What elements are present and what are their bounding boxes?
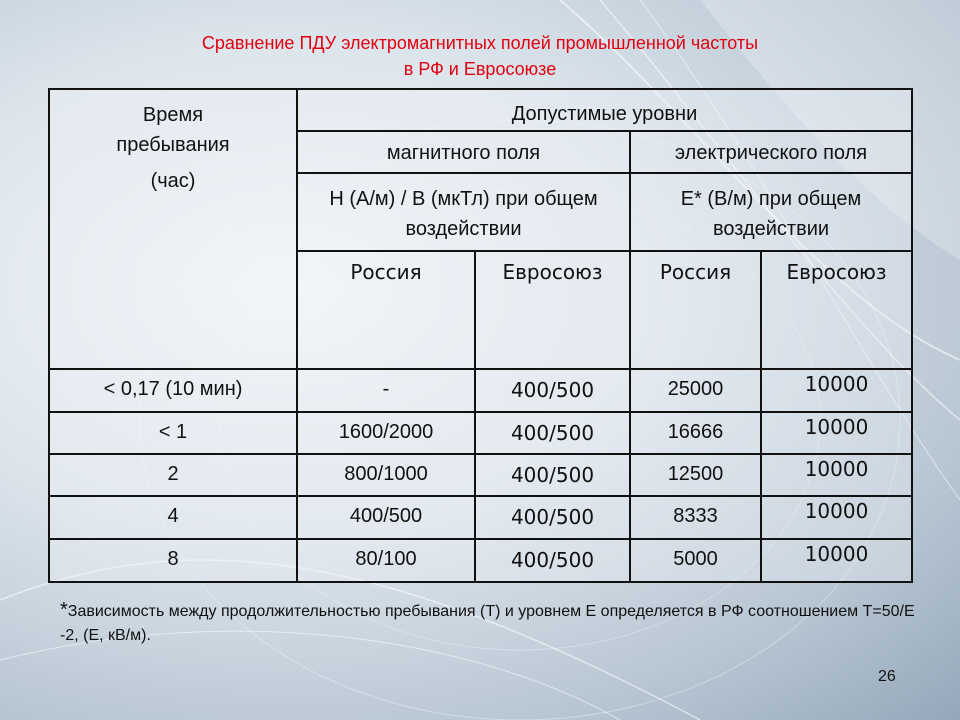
row-magnetic-eu: 400/500 <box>475 412 630 454</box>
footnote <box>60 598 930 648</box>
row-magnetic-russia: - <box>297 369 475 412</box>
electric-field-header: электрического поля <box>630 131 912 173</box>
footnote-text: Зависимость между продолжительностью пребывания (Т) и уровнем Е определяется в РФ соотношением Т=50/Е -2, (Е, кВ/м). <box>60 603 915 644</box>
row-electric-russia: 16666 <box>630 412 761 454</box>
time-header-cell <box>49 89 297 369</box>
footnote-star: * <box>60 599 68 621</box>
row-electric-eu: 10000 <box>761 412 912 454</box>
time-header-line2: пребывания <box>116 134 230 156</box>
row-time: < 0,17 (10 мин) <box>49 369 297 412</box>
table-row <box>49 412 912 454</box>
row-electric-russia: 5000 <box>630 539 761 582</box>
row-electric-eu: 10000 <box>761 369 912 412</box>
row-magnetic-russia: 400/500 <box>297 496 475 539</box>
row-electric-eu: 10000 <box>761 454 912 496</box>
slide-title-line2: в РФ и Евросоюзе <box>403 59 557 79</box>
electric-eu-header: Евросоюз <box>761 251 912 369</box>
slide-title-line1: Сравнение ПДУ электромагнитных полей промышленной частоты <box>201 33 759 53</box>
table-row <box>49 369 912 412</box>
levels-header: Допустимые уровни <box>297 89 912 131</box>
row-electric-russia: 12500 <box>630 454 761 496</box>
time-header-line3: (час) <box>150 170 196 192</box>
page-number: 26 <box>878 668 896 685</box>
row-electric-eu: 10000 <box>761 496 912 539</box>
row-time: < 1 <box>49 412 297 454</box>
row-magnetic-eu: 400/500 <box>475 539 630 582</box>
row-magnetic-russia: 80/100 <box>297 539 475 582</box>
row-magnetic-russia: 1600/2000 <box>297 412 475 454</box>
magnetic-field-header: магнитного поля <box>297 131 630 173</box>
slide-title <box>40 30 920 82</box>
row-time: 2 <box>49 454 297 496</box>
row-time: 8 <box>49 539 297 582</box>
magnetic-unit-header: Н (А/м) / В (мкТл) при общем воздействии <box>297 173 630 251</box>
row-magnetic-eu: 400/500 <box>475 496 630 539</box>
row-time: 4 <box>49 496 297 539</box>
electric-unit-header: Е* (В/м) при общем воздействии <box>630 173 912 251</box>
time-header-line1: Время <box>142 104 204 126</box>
row-electric-eu: 10000 <box>761 539 912 582</box>
magnetic-russia-header: Россия <box>297 251 475 369</box>
row-magnetic-russia: 800/1000 <box>297 454 475 496</box>
row-magnetic-eu: 400/500 <box>475 369 630 412</box>
table-row <box>49 539 912 582</box>
row-magnetic-eu: 400/500 <box>475 454 630 496</box>
table-row <box>49 454 912 496</box>
pdu-comparison-table <box>48 88 913 583</box>
table-row <box>49 496 912 539</box>
row-electric-russia: 8333 <box>630 496 761 539</box>
electric-russia-header: Россия <box>630 251 761 369</box>
row-electric-russia: 25000 <box>630 369 761 412</box>
magnetic-eu-header: Евросоюз <box>475 251 630 369</box>
